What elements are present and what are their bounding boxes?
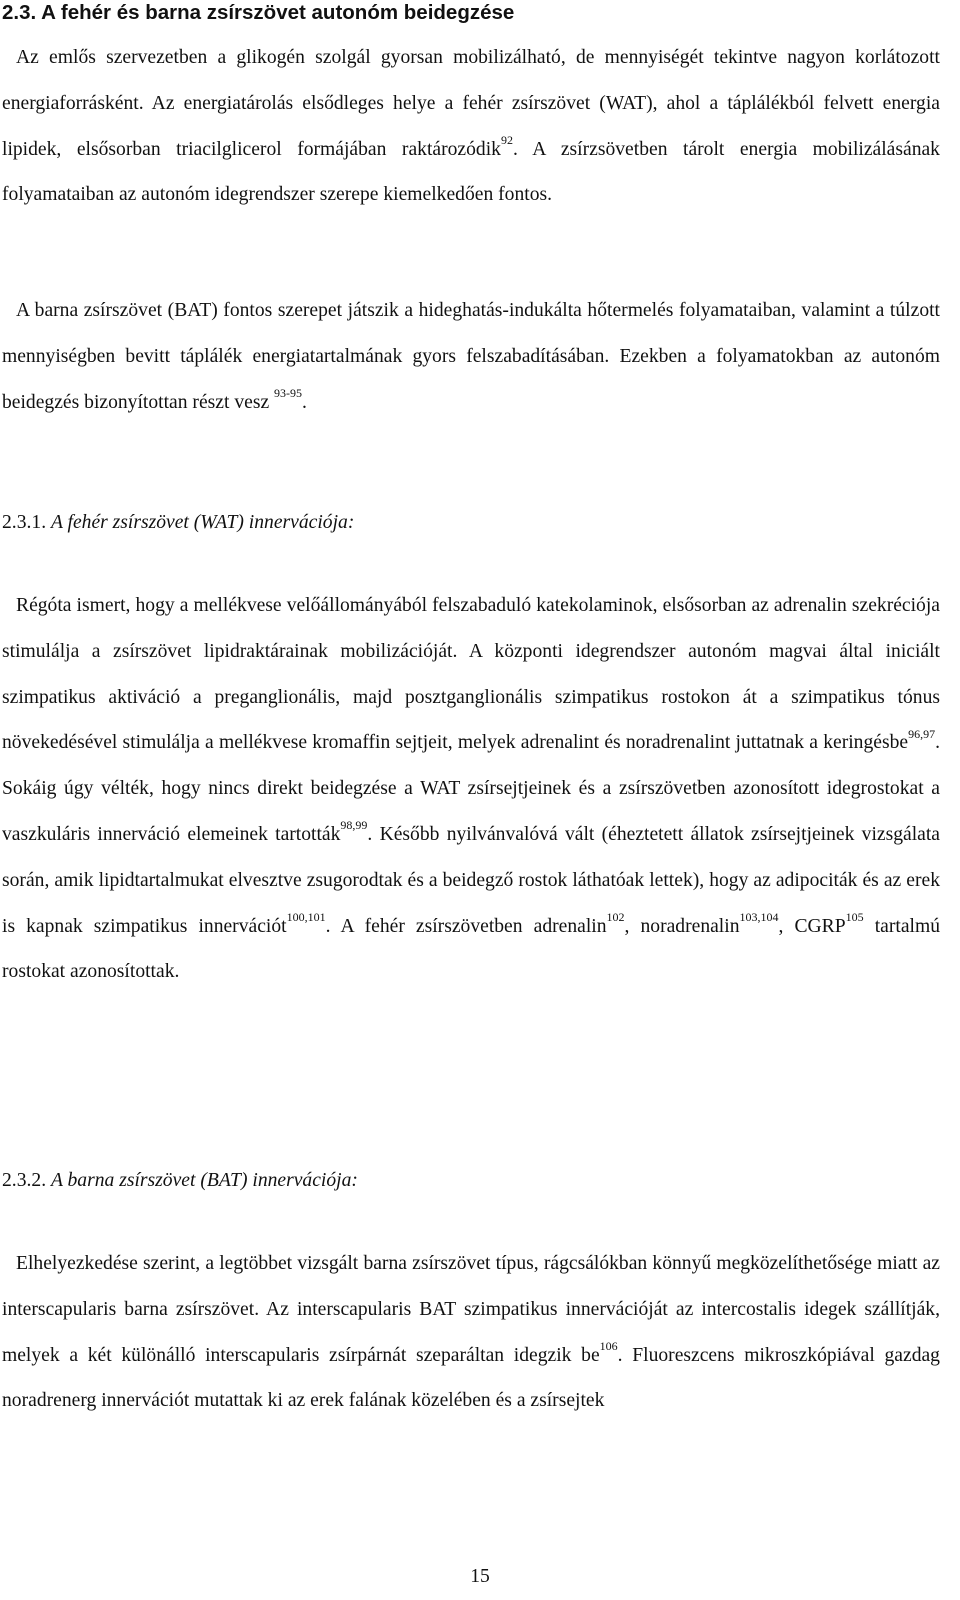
citation-ref: 92 [500,133,513,148]
text-run: tartalmú rostokat azonosítottak. [2,915,941,983]
citation-ref: 100,101 [286,910,326,925]
text-run: . A fehér zsírszövetben adrenalin [325,915,607,937]
subsection-title: A fehér zsírszövet (WAT) innervációja: [51,512,355,533]
subsection-number: 2.3.2. [2,1170,47,1191]
citation-ref: 93-95 [274,386,303,401]
text-run: . Fluoreszcens mikroszkópiával gazdag noradrenerg innervációt mutattak ki az erek falának közelében és a zsírsejtek [2,1344,940,1412]
text-run: . A zsírzsövetben tárolt energia mobilizálásának folyamataiban az autonóm idegrendszer szerepe kiemelkedően fontos. [2,138,940,206]
citation-ref: 102 [606,910,625,925]
citation-ref: 103,104 [739,910,779,925]
citation-ref: 106 [599,1339,618,1354]
section-heading: 2.3. A fehér és barna zsírszövet autonóm beidegzése [2,1,515,24]
text-run: , noradrenalin [624,915,740,937]
wat-paragraph [2,583,940,995]
citation-ref: 105 [845,910,864,925]
text-run: . Sokáig úgy vélték, hogy nincs direkt beidegzése a WAT zsírsejtjeinek és a zsírszövetben azonosított idegrostokat a vaszkuláris innerváció elemeinek tartották [2,732,940,845]
text-run: . [302,391,307,413]
text-run: . Később nyilvánvalóvá vált (éheztetett állatok zsírsejtjeinek vizsgálata során, amik lipidtartalmukat elvesztve zsugorodtak és a beidegző rostok láthatóak lettek), hogy az adipociták és az erek is kapnak szimpatikus innervációt [2,823,940,937]
text-run: , CGRP [778,915,846,937]
page-number: 15 [470,1566,490,1587]
text-run: Az emlős szervezetben a glikogén szolgál gyorsan mobilizálható, de mennyiségét tekintve nagyon korlátozott energiaforrásként. Az energiatárolás elsődleges helye a fehér zsírszövet (WAT), ahol a táplálékból felvett energia lipidek, elsősorban triacilglicerol formájában raktározódik [2,47,940,160]
text-run: Régóta ismert, hogy a mellékvese velőállományából felszabaduló katekolaminok, elsősorban az adrenalin szekréciója stimulálja a zsírszövet lipidraktárainak mobilizációját. A központi idegrendszer autonóm magvai által iniciált szimpatikus aktiváció a preganglionális, majd posztganglionális szimpatikus rostokon át a szimpatikus tónus növekedésével stimulálja a mellékvese kromaffin sejtjeit, melyek adrenalint és noradrenalint juttatnak a keringésbe [2,595,940,754]
intro-paragraph-1 [2,35,940,218]
subsection-heading-bat [2,1168,358,1194]
citation-ref: 98,99 [340,818,368,833]
subsection-number: 2.3.1. [2,512,47,533]
text-run: Elhelyezkedése szerint, a legtöbbet vizsgált barna zsírszövet típus, rágcsálókban könnyű megközelíthetősége miatt az interscapularis barna zsírszövet. Az interscapularis BAT szimpatikus innervációját az intercostalis idegek szállítják, melyek a két különálló interscapularis zsírpárnát szeparáltan idegzik be [2,1253,940,1366]
intro-paragraph-2 [2,288,940,425]
subsection-heading-wat [2,510,354,536]
text-run: A barna zsírszövet (BAT) fontos szerepet játszik a hideghatás-indukálta hőtermelés folyamataiban, valamint a túlzott mennyiségben bevitt táplálék energiatartalmának gyors felszabadításában. Ezekben a folyamatokban az autonóm beidegzés bizonyítottan részt vesz [2,300,940,413]
bat-paragraph [2,1241,940,1424]
subsection-title: A barna zsírszövet (BAT) innervációja: [51,1170,358,1191]
citation-ref: 96,97 [908,726,936,741]
